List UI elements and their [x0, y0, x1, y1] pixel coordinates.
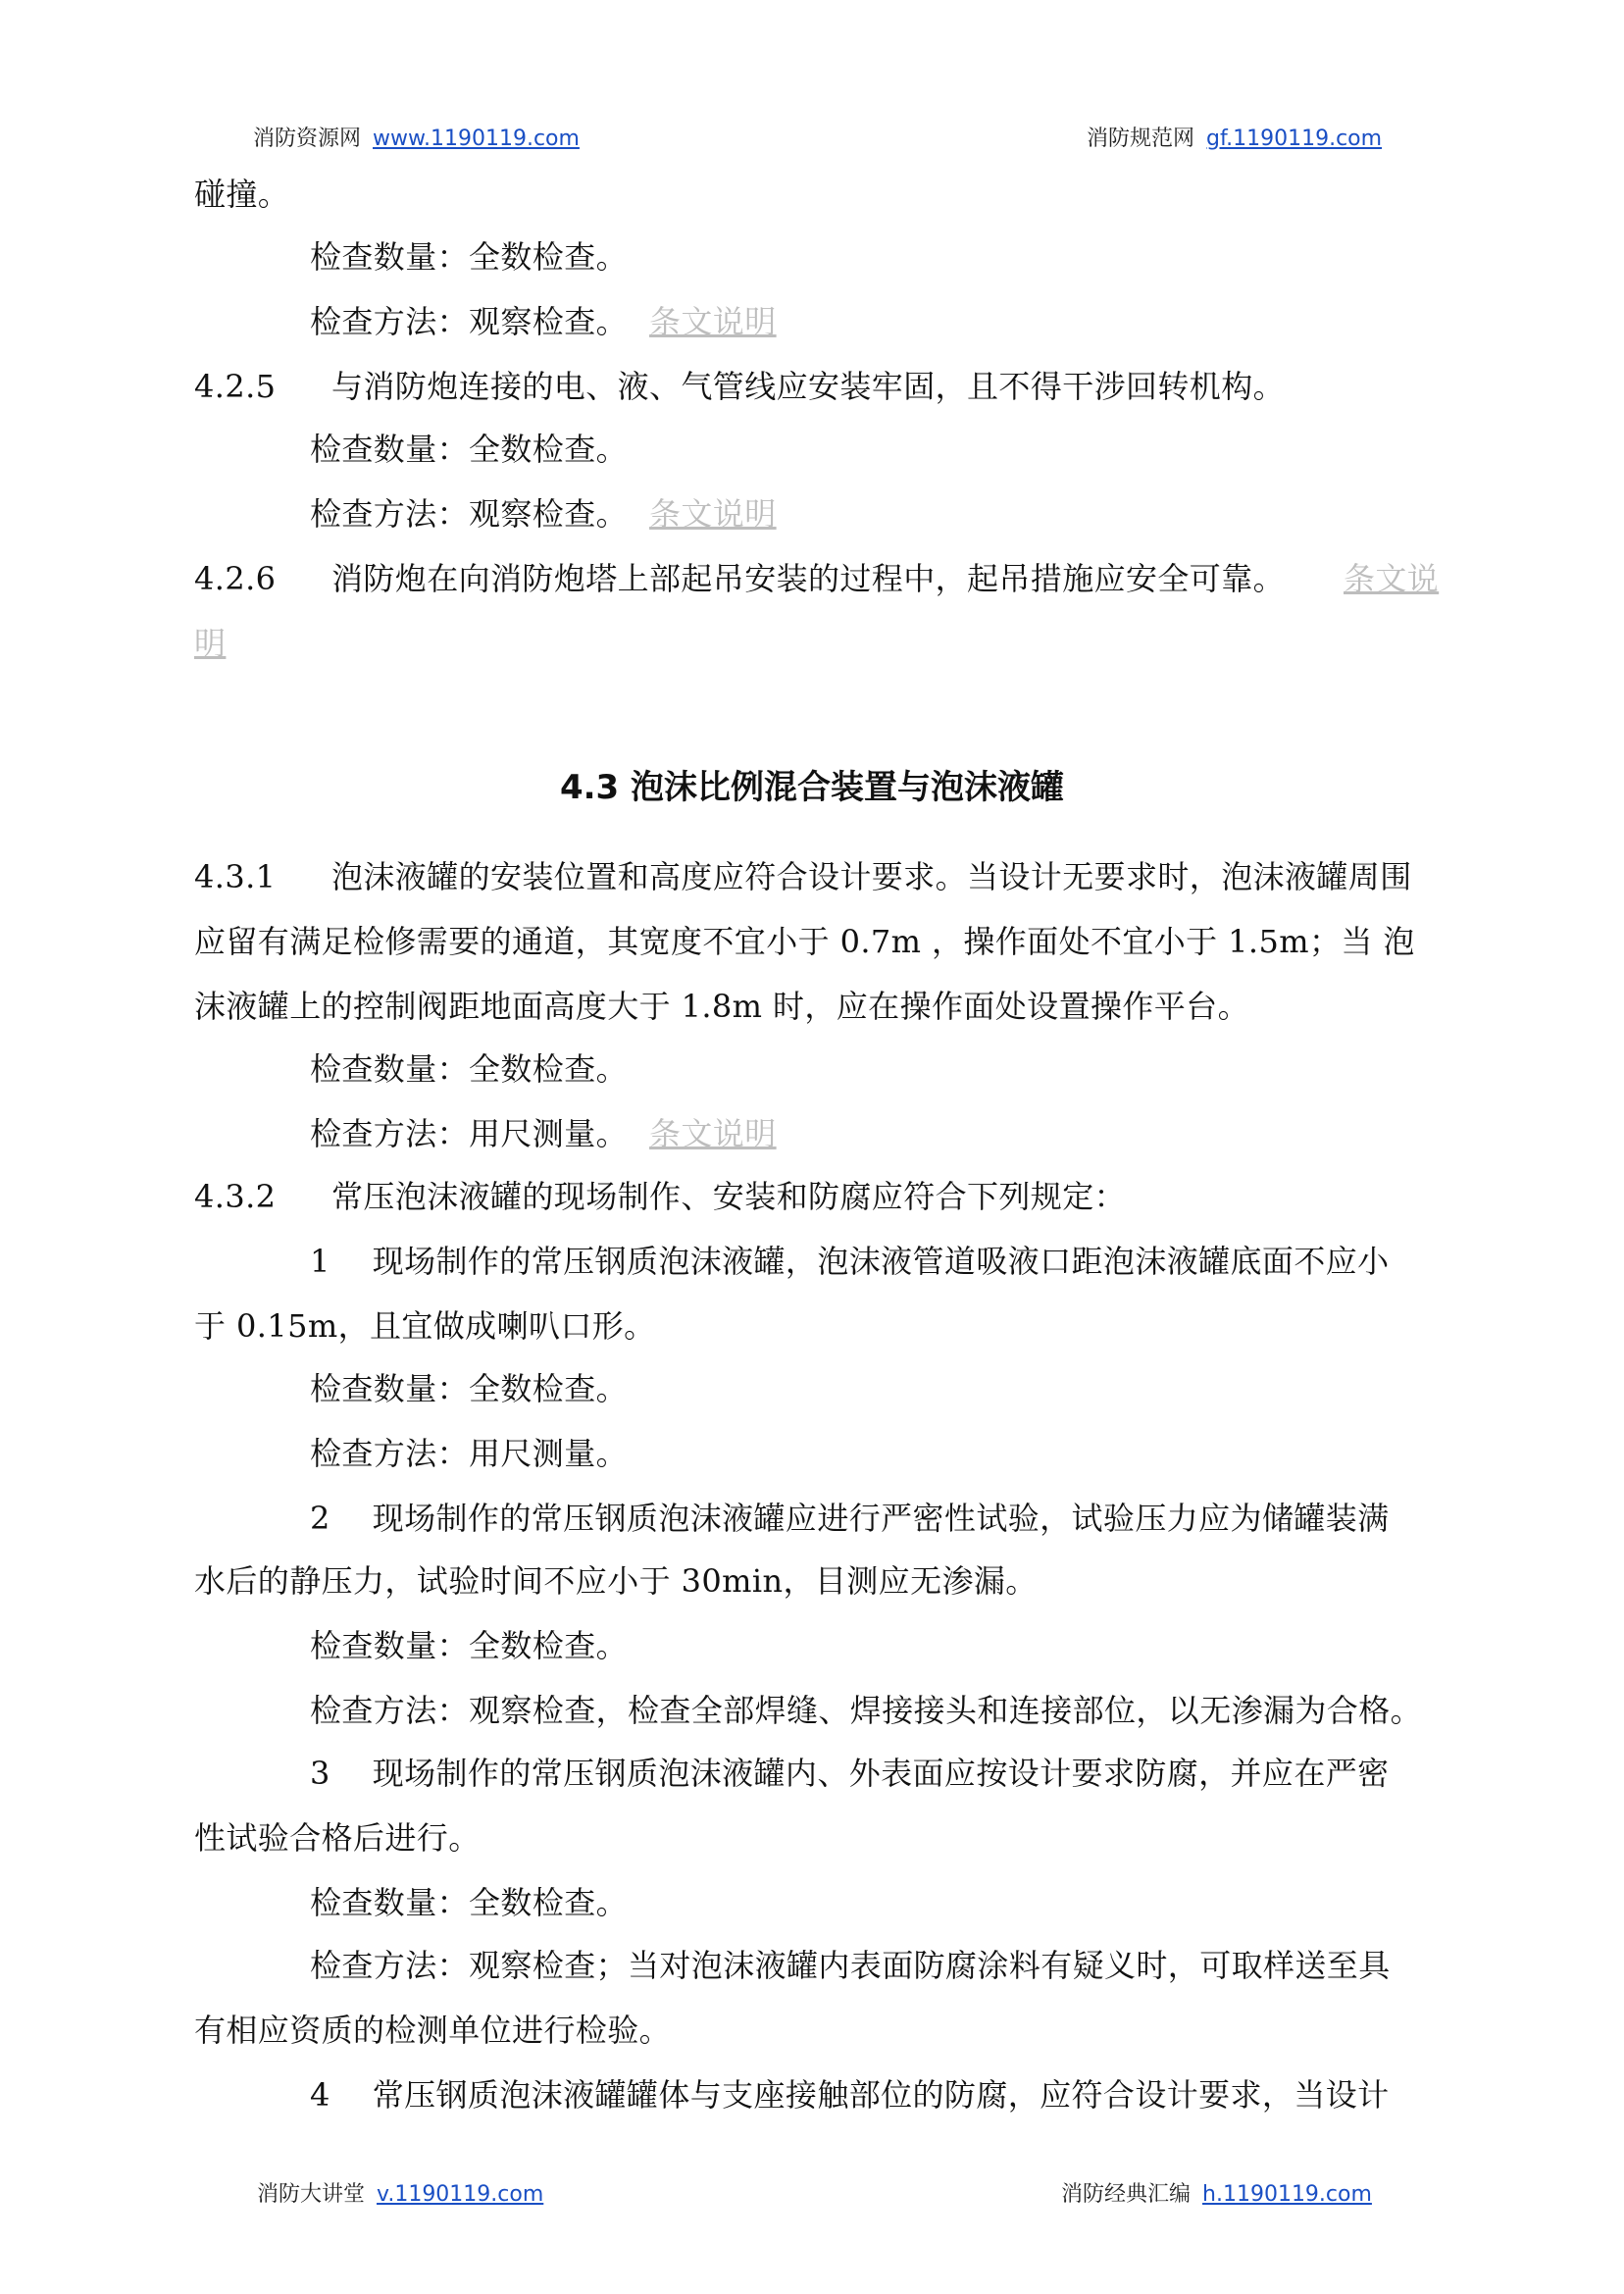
header-right-link[interactable]: gf.1190119.com: [1206, 127, 1383, 151]
text-line: 检查方法：观察检查，检查全部焊缝、焊接接头和连接部位，以无渗漏为合格。: [310, 1692, 1423, 1729]
clause-number: 4.3.1: [194, 858, 277, 895]
text-line: 于 0.15m，且宜做成喇叭口形。: [194, 1307, 656, 1345]
text-line: 检查方法：用尺测量。: [310, 1435, 629, 1472]
text-line: 1 现场制作的常压钢质泡沫液罐，泡沫液管道吸液口距泡沫液罐底面不应小: [310, 1243, 1390, 1280]
text-line: 检查方法：用尺测量。 条文说明: [310, 1115, 777, 1152]
text-line: 检查数量：全数检查。: [310, 238, 629, 276]
text-line: 有相应资质的检测单位进行检验。: [194, 2012, 672, 2049]
text-line: 4 常压钢质泡沫液罐罐体与支座接触部位的防腐，应符合设计要求，当设计: [310, 2076, 1390, 2114]
clause-4-2-6: 4.2.6 消防炮在向消防炮塔上部起吊安装的过程中，起吊措施应安全可靠。: [194, 557, 1285, 600]
footer-left: [257, 2177, 543, 2208]
text-line: 检查数量：全数检查。: [310, 1370, 629, 1407]
text-line: 性试验合格后进行。: [194, 1819, 481, 1857]
clause-number: 4.2.6: [194, 560, 277, 597]
text-line: 检查数量：全数检查。: [310, 1050, 629, 1088]
text-line: 水后的静压力，试验时间不应小于 30min，目测应无渗漏。: [194, 1562, 1038, 1600]
clause-note-link[interactable]: 条文说明: [649, 1115, 777, 1152]
clause-4-2-5: 4.2.5 与消防炮连接的电、液、气管线应安装牢固，且不得干涉回转机构。: [194, 365, 1285, 408]
text-line: 检查数量：全数检查。: [310, 1884, 629, 1921]
clause-note-link[interactable]: 明: [194, 625, 227, 662]
text-line: 检查方法：观察检查；当对泡沫液罐内表面防腐涂料有疑义时，可取样送至具: [310, 1947, 1391, 1984]
header-left-site: 消防资源网: [253, 127, 362, 151]
clause-4-3-1: 4.3.1 泡沫液罐的安装位置和高度应符合设计要求。当设计无要求时，泡沫液罐周围: [194, 855, 1412, 898]
text-line: 沫液罐上的控制阀距地面高度大于 1.8m 时，应在操作面处设置操作平台。: [194, 988, 1249, 1025]
header-right-site: 消防规范网: [1087, 127, 1195, 151]
clause-4-3-2: 4.3.2 常压泡沫液罐的现场制作、安装和防腐应符合下列规定：: [194, 1175, 1126, 1218]
footer-right-link[interactable]: h.1190119.com: [1202, 2182, 1372, 2207]
clause-note-link[interactable]: 条文说: [1344, 560, 1440, 597]
footer-right: [1061, 2177, 1372, 2208]
clause-note-link[interactable]: 条文说明: [649, 303, 777, 340]
footer-right-site: 消防经典汇编: [1061, 2182, 1192, 2207]
section-title: 4.3 泡沫比例混合装置与泡沫液罐: [559, 768, 1065, 807]
clause-note-link[interactable]: 条文说明: [649, 495, 777, 533]
clause-number: 4.2.5: [194, 368, 277, 405]
text-line: 碰撞。: [194, 176, 290, 213]
footer-left-site: 消防大讲堂: [257, 2182, 366, 2207]
text-line: 3 现场制作的常压钢质泡沫液罐内、外表面应按设计要求防腐，并应在严密: [310, 1755, 1390, 1792]
text-line: 检查数量：全数检查。: [310, 1627, 629, 1664]
text-line: 检查数量：全数检查。: [310, 431, 629, 468]
footer-left-link[interactable]: v.1190119.com: [377, 2182, 544, 2207]
header-left-link[interactable]: www.1190119.com: [373, 127, 580, 151]
header-right: [1087, 122, 1382, 152]
text-line: 2 现场制作的常压钢质泡沫液罐应进行严密性试验，试验压力应为储罐装满: [310, 1500, 1390, 1537]
text-line: 应留有满足检修需要的通道，其宽度不宜小于 0.7m ，操作面处不宜小于 1.5m；当 泡: [194, 923, 1415, 960]
text-line: 检查方法：观察检查。 条文说明: [310, 303, 777, 340]
header-left: [253, 122, 580, 152]
clause-number: 4.3.2: [194, 1178, 277, 1215]
text-line: 检查方法：观察检查。 条文说明: [310, 495, 777, 533]
